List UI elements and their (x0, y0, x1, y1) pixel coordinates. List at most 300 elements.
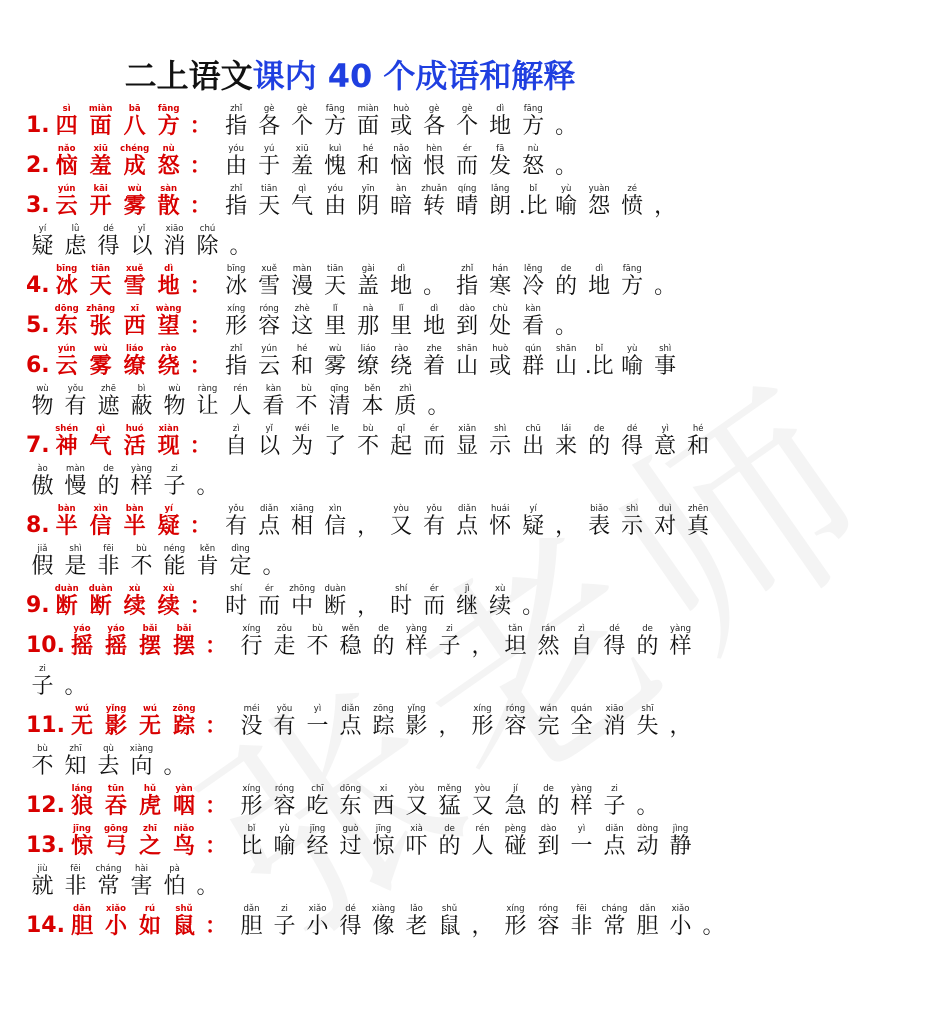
explanation-char (598, 704, 631, 740)
explanation-char (682, 424, 715, 460)
pinyin: shī (641, 704, 654, 714)
pinyin: bàn (125, 504, 144, 514)
explanation-char (323, 384, 356, 420)
pinyin: dào (540, 824, 557, 834)
idiom-char (84, 184, 118, 220)
pinyin: zi (171, 464, 178, 474)
pinyin: chù (492, 304, 508, 314)
pinyin: zhī (143, 824, 157, 834)
explanation-char (191, 864, 224, 900)
explanation-char (616, 264, 649, 300)
idiom-entry (26, 900, 725, 940)
hanzi: 样 (405, 634, 428, 659)
pinyin: gè (428, 104, 440, 114)
pinyin: huái (491, 504, 510, 514)
explanation (235, 824, 697, 860)
hanzi: 鸟 (172, 834, 195, 859)
explanation (220, 584, 550, 620)
colon: ： (189, 194, 212, 219)
pinyin: jì (464, 584, 470, 594)
hanzi: 或 (390, 114, 413, 139)
pinyin: diǎn (341, 704, 360, 714)
idiom-char (152, 264, 186, 300)
pinyin: dé (609, 624, 620, 634)
pinyin: miàn (88, 104, 113, 114)
idiom-char (50, 144, 84, 180)
hanzi: 。 (522, 594, 545, 619)
idiom-term (50, 144, 186, 180)
pinyin: xìn (328, 504, 342, 514)
hanzi: 不 (31, 754, 54, 779)
hanzi: 就 (31, 874, 54, 899)
pinyin: nù (527, 144, 539, 154)
pinyin: zhī (69, 744, 82, 754)
explanation-char (616, 504, 649, 540)
pinyin: yù (279, 824, 290, 834)
idiom-term (65, 784, 201, 820)
hanzi: 踪 (172, 714, 195, 739)
hanzi: 面 (89, 114, 112, 139)
pinyin: lǐ (332, 304, 338, 314)
idiom-char (118, 584, 152, 620)
colon: ： (189, 594, 212, 619)
explanation-char (253, 424, 286, 460)
hanzi: 愧 (324, 154, 347, 179)
pinyin: shén (55, 424, 79, 434)
colon: ： (189, 114, 212, 139)
explanation-char (367, 904, 400, 940)
explanation-char (286, 424, 319, 460)
hanzi: 恨 (423, 154, 446, 179)
hanzi: 稳 (339, 634, 362, 659)
hanzi: 。 (555, 114, 578, 139)
idiom-char (99, 784, 133, 820)
pinyin: dé (345, 904, 356, 914)
idiom-char (50, 104, 84, 140)
idiom-char (152, 184, 186, 220)
explanation-char (224, 224, 257, 260)
hanzi: 。 (555, 314, 578, 339)
explanation-char (484, 424, 517, 460)
pinyin: nǎo (393, 144, 410, 154)
hanzi: 事 (654, 354, 677, 379)
explanation-char (125, 224, 158, 260)
explanation-char (499, 624, 532, 660)
pinyin: tǎn (508, 624, 523, 634)
pinyin: bā (128, 104, 141, 114)
explanation-char (334, 624, 367, 660)
explanation-char (352, 304, 385, 340)
pinyin: zǒu (276, 624, 293, 634)
colon: ： (204, 914, 227, 939)
hanzi: 西 (123, 314, 146, 339)
pinyin: quán (570, 704, 593, 714)
title-part2: 课内 40 个成语和解释 (252, 57, 576, 95)
hanzi: 人 (229, 394, 252, 419)
pinyin: róng (259, 304, 279, 314)
pinyin: liáo (125, 344, 144, 354)
explanation-char (191, 384, 224, 420)
explanation-char (598, 904, 631, 940)
pinyin: de (103, 464, 114, 474)
hanzi: 方 (324, 114, 347, 139)
hanzi: 处 (489, 314, 512, 339)
hanzi: 经 (306, 834, 329, 859)
hanzi: 雪 (123, 274, 146, 299)
hanzi: 和 (357, 154, 380, 179)
hanzi: 。 (196, 474, 219, 499)
pinyin: yǒu (228, 504, 244, 514)
idiom-char (118, 264, 152, 300)
pinyin: zi (611, 784, 618, 794)
hanzi: 。 (555, 154, 578, 179)
hanzi: 碰 (504, 834, 527, 859)
explanation-char (550, 304, 583, 340)
explanation-char (400, 704, 433, 740)
hanzi: 东 (339, 794, 362, 819)
entry-number: 4. (26, 273, 50, 298)
explanation-char (418, 504, 451, 540)
pinyin: cháng (601, 904, 628, 914)
hanzi: ， (471, 634, 494, 659)
explanation-char (565, 624, 598, 660)
idiom-entry (26, 300, 686, 340)
hanzi: 失 (636, 714, 659, 739)
idiom-entry (26, 140, 686, 180)
idiom-char (167, 704, 201, 740)
hanzi: 寒 (489, 274, 512, 299)
hanzi: 里 (324, 314, 347, 339)
pinyin: dé (103, 224, 114, 234)
hanzi: 蔽 (130, 394, 153, 419)
explanation-char (664, 704, 697, 740)
pinyin: lǎng (491, 184, 510, 194)
hanzi: 一 (570, 834, 593, 859)
pinyin: zhe (426, 344, 442, 354)
idiom-char (118, 504, 152, 540)
hanzi: 向 (130, 754, 153, 779)
pinyin: zhāng (86, 304, 116, 314)
pinyin: yáo (107, 624, 125, 634)
hanzi: 。 (196, 874, 219, 899)
pinyin: yí (38, 224, 47, 234)
explanation-char (385, 304, 418, 340)
pinyin: biǎo (590, 504, 609, 514)
hanzi: 踪 (372, 714, 395, 739)
hanzi: 比 (240, 834, 263, 859)
explanation-char (649, 424, 682, 460)
hanzi: 指 (225, 114, 248, 139)
explanation (26, 864, 224, 900)
idiom-char (133, 784, 167, 820)
idiom-char (152, 104, 186, 140)
hanzi: 又 (471, 794, 494, 819)
hanzi: 又 (390, 514, 413, 539)
explanation-char (532, 904, 565, 940)
pinyin: bù (312, 624, 323, 634)
pinyin: shí (395, 584, 408, 594)
idiom-char (65, 784, 99, 820)
explanation-char (158, 544, 191, 580)
explanation-char (517, 104, 550, 140)
hanzi: 物 (163, 394, 186, 419)
explanation-char (158, 224, 191, 260)
pinyin: yàng (669, 624, 692, 634)
pinyin: fāng (157, 104, 180, 114)
hanzi: 雾 (89, 354, 112, 379)
hanzi: 咽 (172, 794, 195, 819)
hanzi: 怒 (522, 154, 545, 179)
pinyin: màn (292, 264, 312, 274)
explanation-char (334, 704, 367, 740)
pinyin: bù (362, 424, 374, 434)
explanation-char (499, 784, 532, 820)
explanation-continuation (26, 740, 686, 780)
explanation-char (466, 824, 499, 860)
hanzi: 无 (138, 714, 161, 739)
idiom-char (65, 824, 99, 860)
hanzi: 。 (262, 554, 285, 579)
hanzi: 容 (273, 794, 296, 819)
explanation-char (191, 464, 224, 500)
explanation-continuation (26, 460, 686, 500)
hanzi: 常 (97, 874, 120, 899)
explanation-char (565, 784, 598, 820)
hanzi: 自 (225, 434, 248, 459)
hanzi: 中 (291, 594, 314, 619)
hanzi: 的 (636, 634, 659, 659)
explanation (26, 744, 191, 780)
idiom-term (50, 584, 186, 620)
hanzi: 。 (423, 274, 446, 299)
pinyin: gài (361, 264, 375, 274)
explanation-char (649, 184, 682, 220)
explanation-char (385, 264, 418, 300)
idiom-char (65, 704, 99, 740)
hanzi: 以 (130, 234, 153, 259)
hanzi: 断 (55, 594, 78, 619)
pinyin: wěn (341, 624, 360, 634)
explanation-char (565, 824, 598, 860)
explanation-char (286, 504, 319, 540)
explanation (235, 704, 697, 740)
hanzi: 。 (427, 394, 450, 419)
hanzi: 愤 (621, 194, 644, 219)
pinyin: duì (658, 504, 672, 514)
hanzi: 吓 (405, 834, 428, 859)
pinyin: wù (93, 344, 108, 354)
pinyin: de (543, 784, 554, 794)
pinyin: jìng (672, 824, 689, 834)
hanzi: 由 (324, 194, 347, 219)
explanation (26, 544, 290, 580)
hanzi: 除 (196, 234, 219, 259)
entry-number: 8. (26, 513, 50, 538)
idiom-char (84, 424, 118, 460)
entry-number: 10. (26, 633, 65, 658)
hanzi: 形 (504, 914, 527, 939)
hanzi: 或 (489, 354, 512, 379)
hanzi: 地 (423, 314, 446, 339)
hanzi: 时 (390, 594, 413, 619)
pinyin: yǐ (265, 424, 273, 434)
hanzi: 缭 (123, 354, 146, 379)
hanzi: 雪 (258, 274, 281, 299)
hanzi: 不 (130, 554, 153, 579)
pinyin: rào (160, 344, 177, 354)
explanation-char (451, 184, 484, 220)
explanation-char (649, 504, 682, 540)
hanzi: 摆 (172, 634, 195, 659)
pinyin: qíng (457, 184, 477, 194)
idiom-char (167, 624, 201, 660)
pinyin: dǎn (639, 904, 656, 914)
explanation-char (565, 704, 598, 740)
hanzi: 吃 (306, 794, 329, 819)
idiom-term (50, 104, 186, 140)
explanation-char (499, 704, 532, 740)
pinyin: bīng (226, 264, 246, 274)
hanzi: 。 (64, 674, 87, 699)
idiom-entry (26, 620, 692, 660)
idiom-char (50, 264, 84, 300)
explanation-char (385, 144, 418, 180)
hanzi: 发 (489, 154, 512, 179)
idiom-char (167, 904, 201, 940)
pinyin: bàn (57, 504, 76, 514)
hanzi: 样 (570, 794, 593, 819)
explanation-char (433, 704, 466, 740)
explanation-char (26, 384, 59, 420)
explanation-char (301, 824, 334, 860)
explanation-char (125, 464, 158, 500)
explanation-char (418, 104, 451, 140)
hanzi: 示 (489, 434, 512, 459)
hanzi: 行 (240, 634, 263, 659)
hanzi: 相 (291, 514, 314, 539)
pinyin: màn (66, 464, 85, 474)
explanation-char (451, 344, 484, 380)
hanzi: 里 (390, 314, 413, 339)
entry-number: 6. (26, 353, 50, 378)
hanzi: 的 (537, 794, 560, 819)
pinyin: zhēn (687, 504, 709, 514)
explanation-char (220, 424, 253, 460)
explanation-char (319, 504, 352, 540)
hanzi: 惊 (70, 834, 93, 859)
idiom-char (99, 904, 133, 940)
hanzi: 续 (489, 594, 512, 619)
pinyin: dǎn (73, 904, 91, 914)
explanation-char (253, 144, 286, 180)
colon: ： (204, 634, 227, 659)
page-title (0, 56, 700, 96)
hanzi: 消 (163, 234, 186, 259)
pinyin: qīng (330, 384, 349, 394)
hanzi: 天 (258, 194, 281, 219)
explanation-char (484, 104, 517, 140)
idiom-char (152, 424, 186, 460)
hanzi: 真 (687, 514, 710, 539)
hanzi: 有 (273, 714, 296, 739)
hanzi: 胆 (636, 914, 659, 939)
explanation-char (268, 624, 301, 660)
hanzi: 看 (522, 314, 545, 339)
explanation-char (532, 784, 565, 820)
explanation-char (220, 184, 253, 220)
pinyin: dǎn (243, 904, 260, 914)
pinyin: jīng (375, 824, 392, 834)
explanation-char (532, 824, 565, 860)
idiom-char (133, 904, 167, 940)
idiom-char (65, 624, 99, 660)
explanation-continuation (26, 660, 686, 700)
hanzi: 指 (225, 194, 248, 219)
entry-number: 5. (26, 313, 50, 338)
pinyin: xiǎo (308, 904, 327, 914)
explanation-char (158, 384, 191, 420)
entry-number: 14. (26, 913, 65, 938)
hanzi: 指 (225, 354, 248, 379)
hanzi: 个 (456, 114, 479, 139)
pinyin: yàng (570, 784, 593, 794)
colon: ： (189, 314, 212, 339)
explanation (220, 504, 715, 540)
hanzi: 无 (70, 714, 93, 739)
explanation (26, 384, 455, 420)
pinyin: shì (626, 504, 639, 514)
hanzi: 而 (423, 594, 446, 619)
explanation-char (125, 384, 158, 420)
hanzi: 的 (555, 274, 578, 299)
hanzi: 害 (130, 874, 153, 899)
hanzi: 喻 (273, 834, 296, 859)
pinyin: kěn (199, 544, 216, 554)
pinyin: dé (626, 424, 638, 434)
explanation-char (319, 304, 352, 340)
pinyin: yòu (408, 784, 425, 794)
explanation-char (26, 224, 59, 260)
explanation-char (598, 784, 631, 820)
hanzi: 物 (31, 394, 54, 419)
explanation (220, 144, 583, 180)
hanzi: 然 (537, 634, 560, 659)
hanzi: 疑 (31, 234, 54, 259)
explanation (235, 624, 697, 660)
explanation-char (451, 304, 484, 340)
pinyin: xìn (93, 504, 108, 514)
pinyin: fāng (523, 104, 543, 114)
explanation-char (418, 184, 451, 220)
explanation-char (334, 904, 367, 940)
pinyin: yǒu (426, 504, 442, 514)
pinyin: bǐ (247, 824, 256, 834)
idiom-char (118, 104, 152, 140)
hanzi: 慢 (64, 474, 87, 499)
hanzi: 续 (157, 594, 180, 619)
explanation-char (253, 344, 286, 380)
pinyin: huò (492, 344, 509, 354)
pinyin: hǔ (143, 784, 157, 794)
explanation-char (433, 784, 466, 820)
hanzi: 得 (621, 434, 644, 459)
explanation-char (26, 464, 59, 500)
pinyin: dì (430, 304, 439, 314)
hanzi: 群 (522, 354, 545, 379)
hanzi: 非 (64, 874, 87, 899)
idiom-entry (26, 500, 710, 540)
idiom-char (152, 584, 186, 620)
